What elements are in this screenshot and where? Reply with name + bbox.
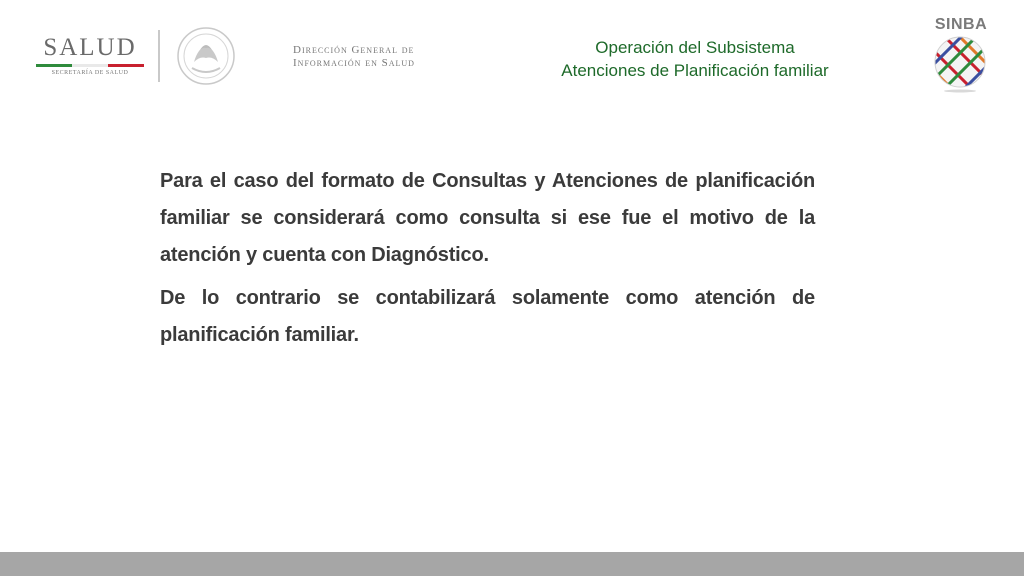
sinba-label: SINBA [934,16,988,33]
dgis-logo-text [293,44,415,70]
main-content [160,163,815,360]
dgis-line-1: Dirección General de [293,44,415,56]
salud-logo-word: SALUD [43,34,137,61]
page-title-line-2: Atenciones de Planificación familiar [561,61,829,80]
body-paragraph-1: Para el caso del formato de Consultas y Atenciones de planificación familiar se considerará como consulta si ese fue el motivo de la atención y cuenta con Diagnóstico. [160,170,815,266]
page-title [500,36,890,82]
salud-logo-stripe [36,64,144,67]
header [0,0,1024,110]
coat-of-arms-icon [176,26,236,86]
sinba-globe-icon [933,35,987,93]
salud-logo-subtitle: SECRETARÍA DE SALUD [51,70,129,76]
header-divider [158,30,160,82]
salud-logo [30,34,150,82]
dgis-line-2: Información en Salud [293,57,415,69]
body-paragraph-2: De lo contrario se contabilizará solamente como atención de planificación familiar. [160,287,815,346]
page-title-line-1: Operación del Subsistema [595,38,795,57]
footer-bar [0,552,1024,576]
